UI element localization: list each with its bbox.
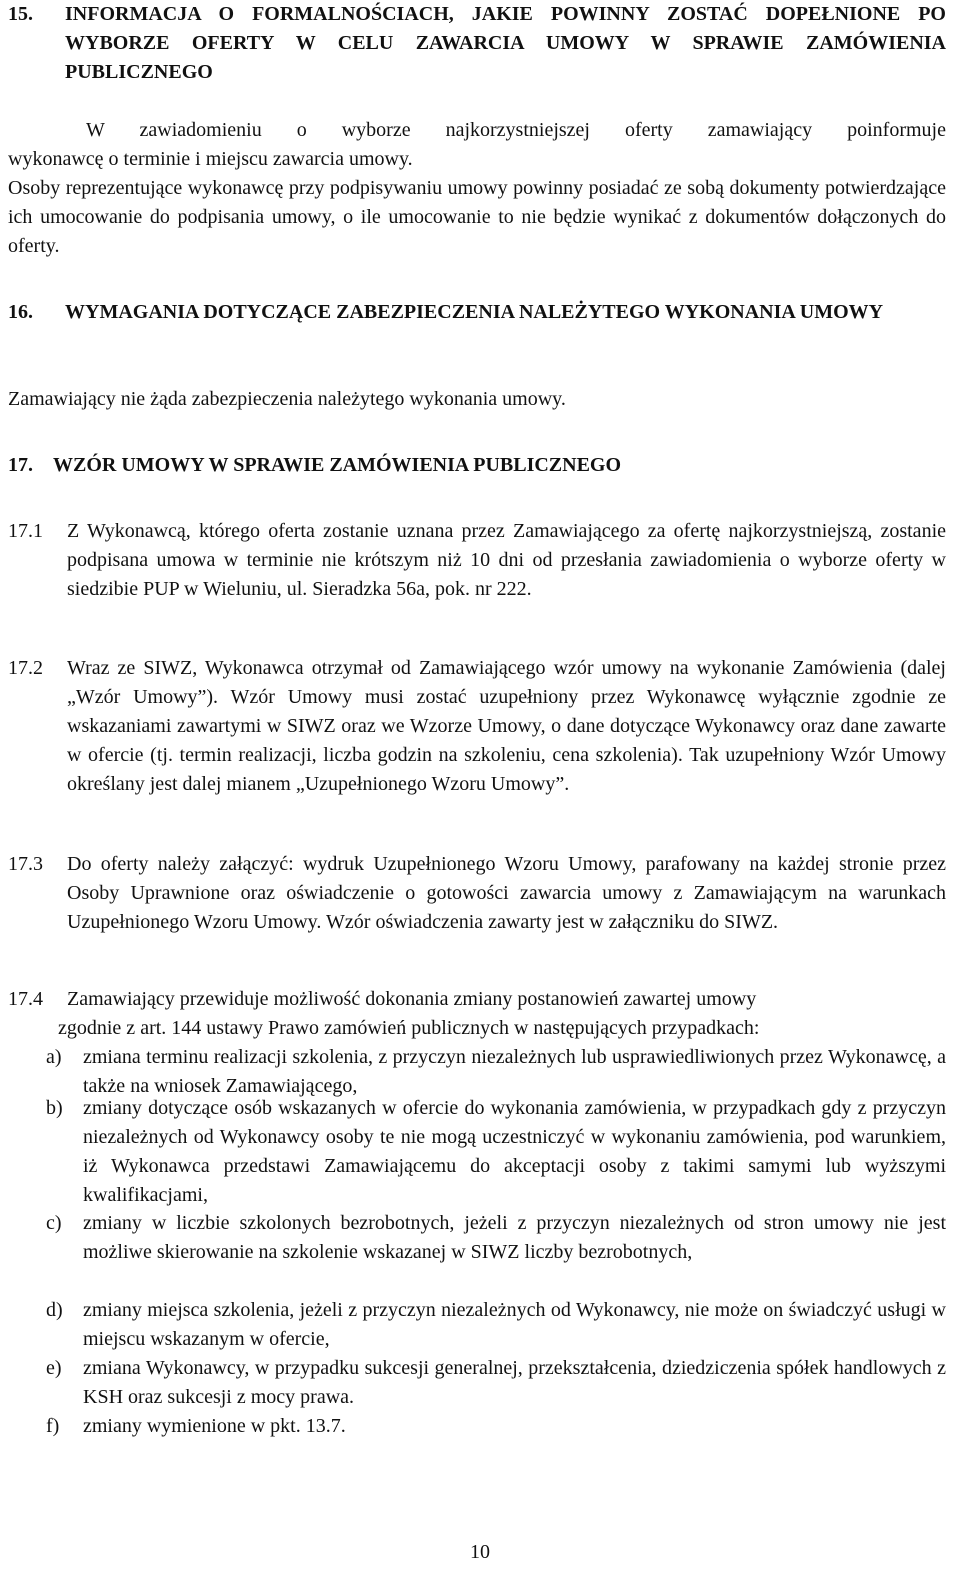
item-d-letter: d) <box>46 1299 63 1321</box>
subsection-17-4-number: 17.4 <box>8 988 43 1010</box>
item-c-letter: c) <box>46 1212 62 1234</box>
section-15-number: 15. <box>8 3 33 25</box>
item-c <box>46 1209 946 1267</box>
item-a-letter: a) <box>46 1046 62 1068</box>
subsection-17-4-line-2: zgodnie z art. 144 ustawy Prawo zamówień publicznych w następujących przypadkach: <box>58 1017 760 1039</box>
subsection-17-4-line-1: Zamawiający przewiduje możliwość dokonania zmiany postanowień zawartej umowy <box>67 988 757 1010</box>
item-e <box>46 1354 946 1412</box>
item-e-text: zmiana Wykonawcy, w przypadku sukcesji generalnej, przekształcenia, dziedziczenia spółek handlowych z KSH oraz sukcesji z mocy prawa. <box>83 1357 946 1408</box>
subsection-17-3 <box>8 850 946 937</box>
subsection-17-4 <box>8 985 946 1043</box>
subsection-17-1-number: 17.1 <box>8 520 43 542</box>
subsection-17-3-number: 17.3 <box>8 853 43 875</box>
section-15-heading <box>8 0 946 87</box>
item-b-text: zmiany dotyczące osób wskazanych w ofercie do wykonania zamówienia, w przypadkach gdy z przyczyn niezależnych od Wykonawcy osoby te nie mogą uczestniczyć w wykonaniu zamówienia, pod warunkiem, iż Wykonawca przedstawi Zamawiającemu do akceptacji osoby z takimi samymi lub wyższymi kwalifikacjami, <box>83 1097 946 1206</box>
section-17-number: 17. <box>8 454 33 476</box>
section-17-heading <box>8 451 946 480</box>
item-a-text: zmiana terminu realizacji szkolenia, z przyczyn niezależnych lub usprawiedliwionych przez Wykonawcę, a także na wniosek Zamawiającego, <box>83 1046 946 1097</box>
item-f <box>46 1412 946 1441</box>
section-17-title: WZÓR UMOWY W SPRAWIE ZAMÓWIENIA PUBLICZNEGO <box>53 454 622 476</box>
item-d <box>46 1296 946 1354</box>
section-15-paragraph-2: Osoby reprezentujące wykonawcę przy podpisywaniu umowy powinny posiadać ze sobą dokumenty potwierdzające ich umocowanie do podpisania umowy, o ile umocowanie to nie będzie wynikać z dokumentów dołączonych do oferty. <box>8 177 946 257</box>
item-b-letter: b) <box>46 1097 63 1119</box>
section-15-paragraph-1-first-line: W zawiadomieniu o wyborze najkorzystniejszej oferty zamawiający poinformuje <box>86 119 946 141</box>
item-f-letter: f) <box>46 1415 60 1437</box>
item-c-text: zmiany w liczbie szkolonych bezrobotnych, jeżeli z przyczyn niezależnych od stron umowy nie jest możliwe skierowanie na szkolenie wskazanej w SIWZ liczby bezrobotnych, <box>83 1212 946 1263</box>
subsection-17-2 <box>8 654 946 799</box>
item-a <box>46 1043 946 1101</box>
subsection-17-1-text: Z Wykonawcą, którego oferta zostanie uznana przez Zamawiającego za ofertę najkorzystniejszą, zostanie podpisana umowa w terminie nie krótszym niż 10 dni od przesłania zawiadomienia o wyborze oferty w siedzibie PUP w Wieluniu, ul. Sieradzka 56a, pok. nr 222. <box>67 520 946 600</box>
subsection-17-2-text: Wraz ze SIWZ, Wykonawca otrzymał od Zamawiającego wzór umowy na wykonanie Zamówienia (dalej „Wzór Umowy”). Wzór Umowy musi zostać uzupełniony przez Wykonawcę wyłącznie zgodnie ze wskazaniami zawartymi w SIWZ oraz we Wzorze Umowy, o dane dotyczące Wykonawcy oraz dane zawarte w ofercie (tj. termin realizacji, liczba godzin na szkoleniu, cena szkolenia). Tak uzupełniony Wzór Umowy określany jest dalej mianem „Uzupełnionego Wzoru Umowy”. <box>67 657 946 795</box>
section-15-title: INFORMACJA O FORMALNOŚCIACH, JAKIE POWINNY ZOSTAĆ DOPEŁNIONE PO WYBORZE OFERTY W CELU ZAWARCIA UMOWY W SPRAWIE ZAMÓWIENIA PUBLICZNEGO <box>65 3 946 83</box>
section-16-number: 16. <box>8 301 33 323</box>
subsection-17-3-text: Do oferty należy załączyć: wydruk Uzupełnionego Wzoru Umowy, parafowany na każdej stronie przez Osoby Uprawnione oraz oświadczenie o gotowości zawarcia umowy z Zamawiającym na warunkach Uzupełnionego Wzoru Umowy. Wzór oświadczenia zawarty jest w załączniku do SIWZ. <box>67 853 946 933</box>
item-e-letter: e) <box>46 1357 62 1379</box>
subsection-17-2-number: 17.2 <box>8 657 43 679</box>
section-15-paragraph-1-rest: wykonawcę o terminie i miejscu zawarcia umowy. <box>8 148 413 170</box>
subsection-17-1 <box>8 517 946 604</box>
item-b <box>46 1094 946 1210</box>
section-16-heading <box>8 298 946 327</box>
item-d-text: zmiany miejsca szkolenia, jeżeli z przyczyn niezależnych od Wykonawcy, nie może on świadczyć usługi w miejscu wskazanym w ofercie, <box>83 1299 946 1350</box>
section-16-paragraph: Zamawiający nie żąda zabezpieczenia należytego wykonania umowy. <box>8 388 566 410</box>
section-16-title: WYMAGANIA DOTYCZĄCE ZABEZPIECZENIA NALEŻYTEGO WYKONANIA UMOWY <box>65 301 884 323</box>
item-f-text: zmiany wymienione w pkt. 13.7. <box>83 1415 346 1437</box>
page-number: 10 <box>470 1541 490 1563</box>
